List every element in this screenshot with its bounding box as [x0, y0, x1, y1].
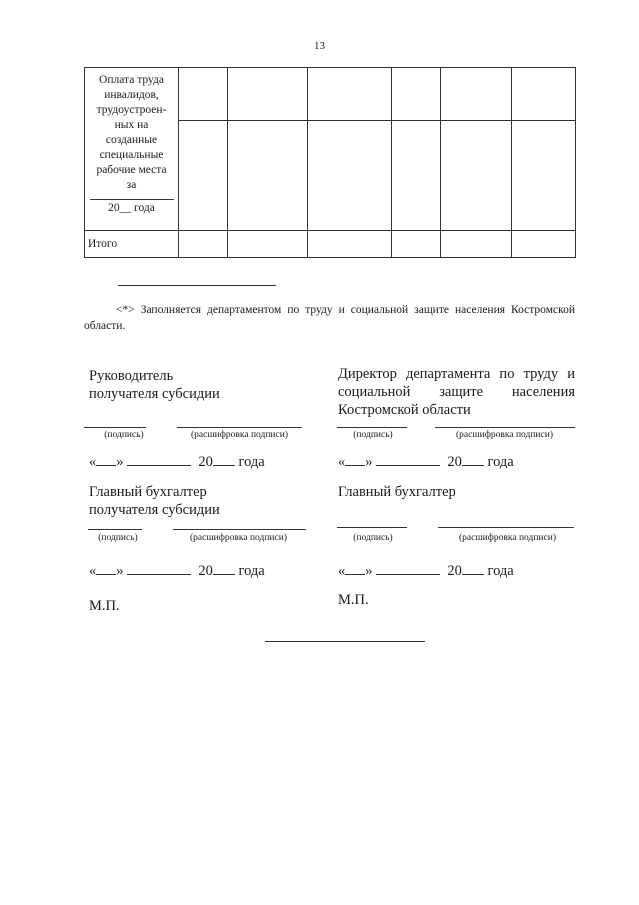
head-signature-caption: (подпись): [104, 430, 144, 440]
accountant-decoding-caption-right: (расшифровка подписи): [459, 533, 556, 543]
table-cell: [308, 68, 392, 121]
table-cell: [512, 231, 576, 258]
accountant-signature-caption-right: (подпись): [353, 533, 393, 543]
accountant-date-right[interactable]: « » 20 года: [338, 563, 514, 579]
row-label-year: 20__ года: [90, 199, 174, 216]
table-cell: [441, 68, 512, 121]
table-cell: [308, 231, 392, 258]
accountant-decoding-caption-left: (расшифровка подписи): [190, 533, 287, 543]
table-cell: [228, 68, 308, 121]
footnote-separator: [118, 285, 276, 286]
director-signature-line[interactable]: [337, 427, 407, 428]
accountant-title-left: Главный бухгалтер получателя субсидии: [89, 484, 220, 518]
table-cell: [179, 121, 228, 231]
table-cell: [228, 121, 308, 231]
table-cell: [441, 121, 512, 231]
accountant-signature-line-right[interactable]: [337, 527, 407, 528]
head-decoding-caption: (расшифровка подписи): [191, 430, 288, 440]
head-decoding-line[interactable]: [177, 427, 302, 428]
footnote: <*> Заполняется департаментом по труду и социальной защите населения Костромской области.: [84, 304, 575, 332]
table-cell: [512, 68, 576, 121]
table-cell: [179, 231, 228, 258]
total-label: Итого: [85, 231, 179, 258]
director-title: Директор департамента по труду и социальной защите населения Костромской области: [338, 366, 575, 418]
row-label: Оплата труда инвалидов, трудоустроен- ных на созданные специальные рабочие места за: [96, 74, 167, 191]
accountant-signature-line-left[interactable]: [88, 529, 142, 530]
head-date[interactable]: « » 20 года: [89, 454, 265, 470]
director-date[interactable]: « » 20 года: [338, 454, 514, 470]
director-signature-caption: (подпись): [353, 430, 393, 440]
head-signature-line[interactable]: [84, 427, 146, 428]
page-number: 13: [314, 40, 325, 52]
table-cell: [392, 121, 441, 231]
table-cell: [308, 121, 392, 231]
head-title: Руководитель получателя субсидии: [89, 368, 220, 402]
director-decoding-line[interactable]: [435, 427, 575, 428]
accountant-decoding-line-left[interactable]: [173, 529, 306, 530]
table-cell: [392, 68, 441, 121]
stamp-placeholder-right: М.П.: [338, 592, 369, 608]
row-label-cell: [85, 68, 179, 231]
table-cell: [392, 231, 441, 258]
end-separator: [265, 641, 425, 642]
director-decoding-caption: (расшифровка подписи): [456, 430, 553, 440]
table-cell: [179, 68, 228, 121]
stamp-placeholder-left: М.П.: [89, 598, 120, 614]
accountant-date-left[interactable]: « » 20 года: [89, 563, 265, 579]
accountant-decoding-line-right[interactable]: [438, 527, 574, 528]
payment-table: [84, 67, 576, 258]
table-cell: [512, 121, 576, 231]
table-cell: [228, 231, 308, 258]
accountant-title-right: Главный бухгалтер: [338, 484, 456, 500]
table-cell: [441, 231, 512, 258]
accountant-signature-caption-left: (подпись): [98, 533, 138, 543]
